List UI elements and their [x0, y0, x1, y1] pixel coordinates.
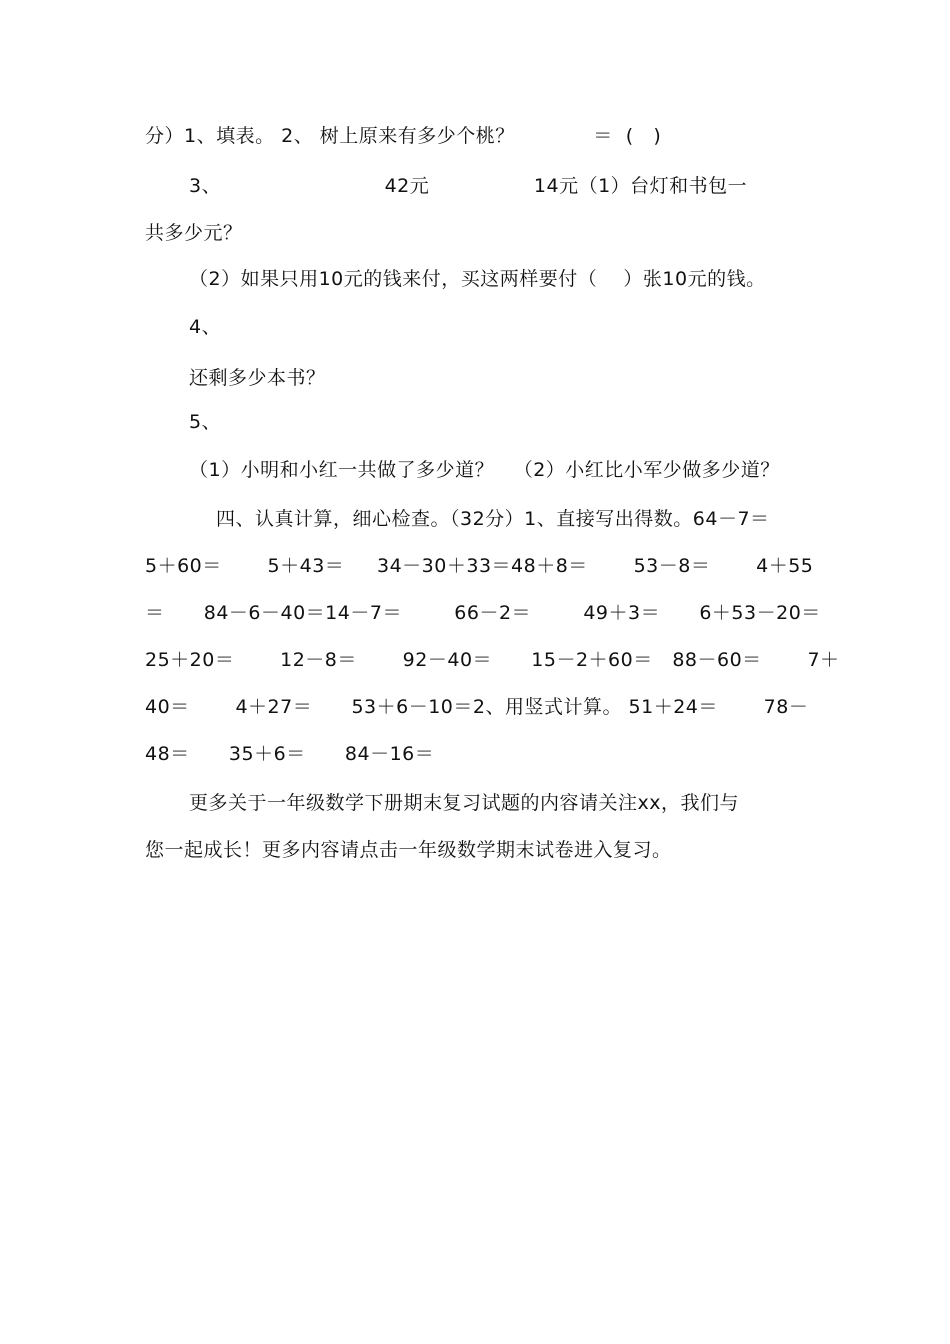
text-line-12: 25＋20＝ 12－8＝ 92－40＝ 15－2＋60＝ 88－60＝ 7＋ — [145, 649, 840, 671]
text-line-3: 共多少元？ — [145, 222, 243, 244]
text-line-11: ＝ 84－6－40＝14－7＝ 66－2＝ 49＋3＝ 6＋53－20＝ — [145, 602, 821, 624]
text-line-5: 4、 — [189, 316, 222, 338]
text-line-8: （1）小明和小红一共做了多少道？ （2）小红比小军少做多少道？ — [189, 459, 780, 481]
text-line-14: 48＝ 35＋6＝ 84－16＝ — [145, 743, 435, 765]
text-line-13: 40＝ 4＋27＝ 53＋6－10＝2、用竖式计算。 51＋24＝ 78－ — [145, 696, 809, 718]
text-line-6: 还剩多少本书？ — [189, 367, 326, 389]
text-line-4: （2）如果只用10元的钱来付，买这两样要付（ ）张10元的钱。 — [189, 268, 766, 290]
text-line-2: 3、 42元 14元（1）台灯和书包一 — [189, 175, 748, 197]
text-line-15: 更多关于一年级数学下册期末复习试题的内容请关注xx，我们与 — [189, 792, 739, 814]
text-line-16: 您一起成长！更多内容请点击一年级数学期末试卷进入复习。 — [145, 839, 672, 861]
text-line-1: 分）1、填表。 2、 树上原来有多少个桃？ ＝ ( ) — [145, 125, 662, 147]
text-line-9: 四、认真计算，细心检查。（32分）1、直接写出得数。64－7＝ — [216, 508, 770, 530]
text-line-7: 5、 — [189, 411, 222, 433]
text-line-10: 5＋60＝ 5＋43＝ 34－30＋33＝48＋8＝ 53－8＝ 4＋55 — [145, 555, 814, 577]
